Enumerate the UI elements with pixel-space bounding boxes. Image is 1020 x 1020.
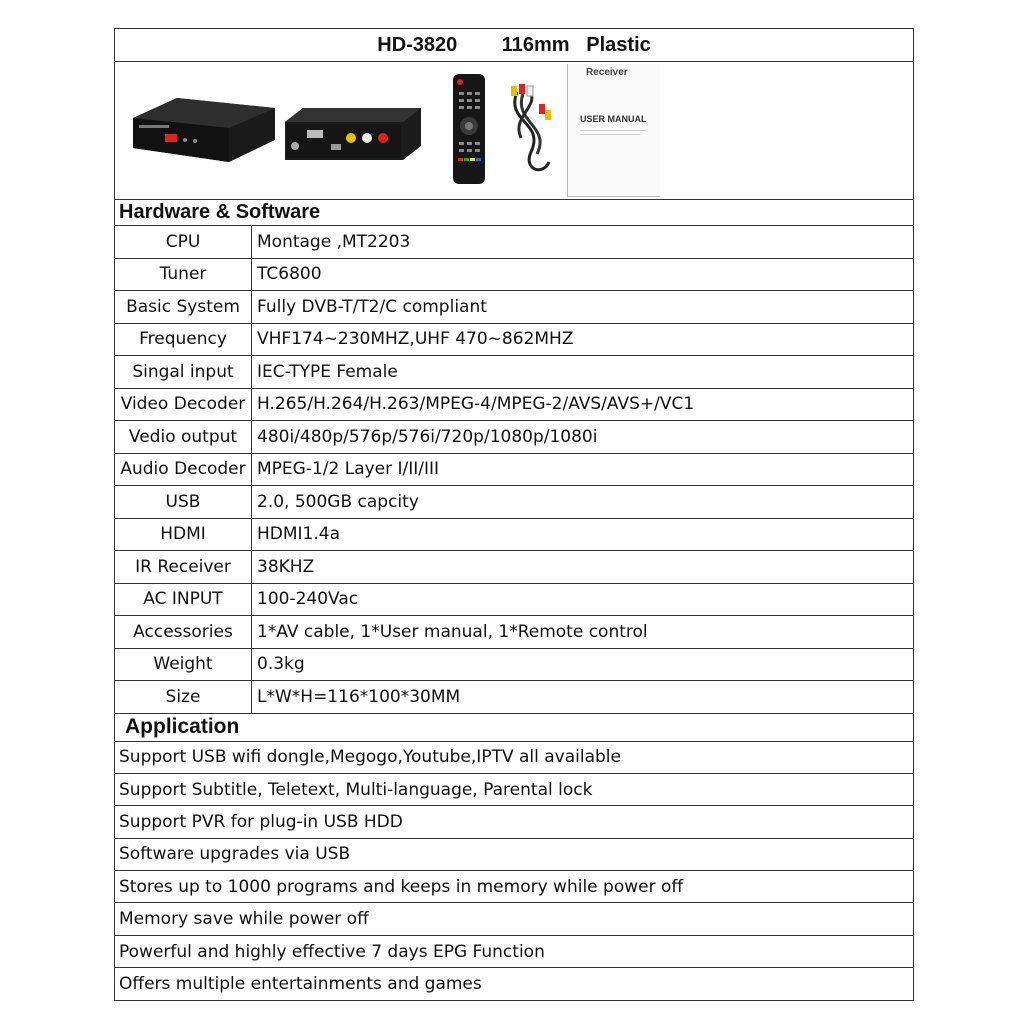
manual-subtitle: USER MANUAL [580,114,647,124]
spec-value: Montage ,MT2203 [257,231,411,252]
spec-value: 38KHZ [257,556,315,577]
spec-label: Size [115,681,252,713]
spec-label: USB [115,486,252,518]
application-item: Support PVR for plug-in USB HDD [115,806,913,838]
spec-value: H.265/H.264/H.263/MPEG-4/MPEG-2/AVS/AVS+/VC1 [257,394,695,415]
spec-sheet [114,28,914,1001]
spec-value: Fully DVB-T/T2/C compliant [257,296,487,317]
spec-value: L*W*H=116*100*30MM [257,686,461,707]
spec-label: Video Decoder [115,389,252,421]
spec-row [115,226,913,259]
receiver-front-image [125,90,275,170]
spec-value: 1*AV cable, 1*User manual, 1*Remote control [257,621,648,642]
spec-row [115,616,913,649]
model-name: HD-3820 [377,33,458,56]
spec-label: Singal input [115,356,252,388]
spec-row [115,551,913,584]
spec-value: 480i/480p/576p/576i/720p/1080p/1080i [257,426,598,447]
hardware-heading: Hardware & Software [115,200,913,226]
spec-label: IR Receiver [115,551,252,583]
model-size: 116mm [501,33,570,56]
application-list [115,742,913,1001]
application-item: Powerful and highly effective 7 days EPG Function [115,936,913,968]
spec-value: VHF174~230MHZ,UHF 470~862MHZ [257,329,574,350]
product-images-row [115,62,913,200]
spec-row [115,291,913,324]
spec-label: Vedio output [115,421,252,453]
user-manual-image [567,64,660,197]
application-item: Memory save while power off [115,903,913,935]
spec-value: 100-240Vac [257,589,359,610]
application-item: Software upgrades via USB [115,839,913,871]
spec-label: Tuner [115,259,252,291]
spec-table [115,226,913,714]
spec-label: HDMI [115,519,252,551]
spec-value: 2.0, 500GB capcity [257,491,419,512]
spec-label: Accessories [115,616,252,648]
spec-value: TC6800 [257,264,322,285]
receiver-back-image [281,104,427,164]
spec-value: 0.3kg [257,654,305,675]
title-row [115,29,913,62]
spec-row [115,421,913,454]
spec-label: Weight [115,649,252,681]
spec-row [115,389,913,422]
application-item: Offers multiple entertainments and games [115,968,913,1000]
spec-row [115,454,913,487]
spec-row [115,486,913,519]
av-cable-image [501,82,561,182]
spec-label: Frequency [115,324,252,356]
application-heading: Application [115,714,913,742]
spec-row [115,584,913,617]
spec-value: MPEG-1/2 Layer I/II/III [257,459,440,480]
manual-title: Receiver [586,67,628,78]
spec-label: AC INPUT [115,584,252,616]
spec-value: IEC-TYPE Female [257,361,398,382]
model-material: Plastic [586,33,651,56]
spec-row [115,259,913,292]
application-item: Stores up to 1000 programs and keeps in memory while power off [115,871,913,903]
spec-label: Audio Decoder [115,454,252,486]
spec-label: Basic System [115,291,252,323]
spec-label: CPU [115,226,252,258]
application-item: Support Subtitle, Teletext, Multi-language, Parental lock [115,774,913,806]
remote-control-image [451,72,487,186]
spec-row [115,356,913,389]
spec-row [115,324,913,357]
application-item: Support USB wifi dongle,Megogo,Youtube,IPTV all available [115,742,913,774]
spec-row [115,649,913,682]
spec-value: HDMI1.4a [257,524,341,545]
spec-row [115,681,913,714]
spec-row [115,519,913,552]
